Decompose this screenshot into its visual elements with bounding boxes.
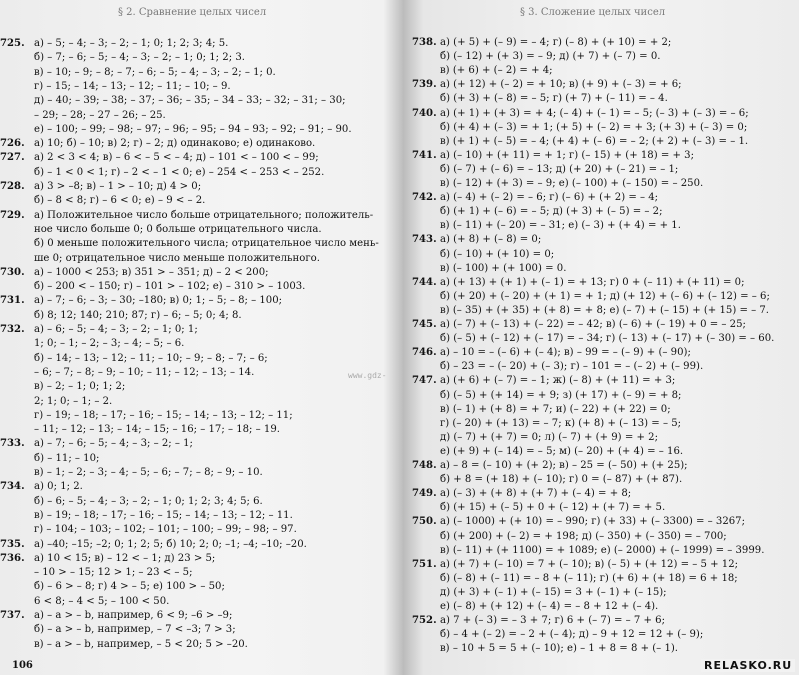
exercise-number: 740. — [412, 107, 437, 119]
exercise-number: 737. — [0, 610, 25, 621]
answer-text: а) (– 3) + (+ 8) + (+ 7) + (– 4) = + 8; — [440, 488, 632, 500]
exercise-number: 728. — [0, 181, 25, 192]
answer-text: б) – 8 < 8; г) – 6 < 0; е) – 9 < – 2. — [34, 195, 206, 207]
answer-text: в) – 1; – 2; – 3; – 4; – 5; – 6; – 7; – 8; – 9; – 10. — [34, 467, 263, 478]
answer-text: б) (– 10) + (+ 10) = 0; — [440, 248, 555, 260]
exercise-number: 729. — [0, 209, 25, 221]
answer-text: а) (– 4) + (– 2) = – 6; г) (– 6) + (+ 2) = – 4; — [440, 192, 659, 204]
exercise-number: 744. — [412, 276, 437, 288]
answer-text: а) (– 7) + (– 13) + (– 22) = – 42; в) (– 6) + (– 19) + 0 = – 25; — [440, 319, 746, 330]
answer-text: а) 7 + (– 3) = – 3 + 7; г) 6 + (– 7) = – 7 + 6; — [440, 615, 666, 627]
answer-text: в) (– 11) + (– 20) = – 31; е) (– 3) + (+ 4) = + 1. — [440, 220, 681, 232]
exercise-number: 743. — [412, 234, 437, 246]
answer-text: а) 10; б) – 10; в) 2; г) – 2; д) одинаково; е) одинаково. — [34, 138, 316, 150]
answer-text: е) (+ 9) + (– 14) = – 5; м) (– 20) + (+ 4) = – 16. — [440, 445, 684, 457]
exercise-number: 748. — [412, 460, 437, 471]
answer-text: д) – 40; – 39; – 38; – 37; – 36; – 35; – 34 – 33; – 32; – 31; – 30; — [34, 95, 346, 107]
answer-text: – 29; – 28; – 27 – 26; – 25. — [34, 109, 166, 121]
exercise-number: 736. — [0, 552, 25, 564]
answer-text: б) 8; 12; 140; 210; 87; г) – 6; – 5; 0; 4; 8. — [34, 309, 242, 321]
answer-text: б) (– 8) + (– 11) = – 8 + (– 11); г) (+ 6) + (+ 18) = 6 + 18; — [440, 572, 738, 584]
answer-text: ше 0; отрицательное число меньше положительного. — [34, 252, 320, 264]
exercise-number: 739. — [412, 79, 437, 91]
answer-text: а) (+ 13) + (+ 1) + (– 1) = + 13; г) 0 + (– 11) + (+ 11) = 0; — [440, 276, 745, 288]
exercise-number: 727. — [0, 152, 25, 164]
answer-text: б) 0 меньше положительного числа; отрицательное число мень- — [34, 238, 379, 250]
site-logo: RELASKO.RU — [701, 659, 795, 672]
answer-text: в) – 10; – 9; – 8; – 7; – 6; – 5; – 4; – 3; – 2; – 1; 0. — [34, 66, 276, 78]
exercise-number: 725. — [0, 38, 25, 49]
answer-text: б) – 1 < 0 < 1; г) – 2 < – 1 < 0; е) – 254 < – 253 < – 252. — [34, 166, 325, 178]
answer-text: а) – 10 = – (– 6) + (– 4); в) – 99 = – (– 9) + (– 90); — [440, 347, 691, 359]
answer-text: а) Положительное число больше отрицательного; положитель- — [34, 209, 374, 221]
exercise-number: 750. — [412, 516, 437, 528]
answer-text: а) (– 10) + (+ 11) = + 1; г) (– 15) + (+ 18) = + 3; — [440, 149, 695, 161]
answer-text: б) (+ 1) + (– 6) = – 5; д) (+ 3) + (– 5) = – 2; — [440, 206, 663, 218]
answer-text: д) (+ 3) + (– 1) + (– 15) = 3 + (– 1) + (– 15); — [440, 586, 667, 598]
exercise-number: 733. — [0, 438, 25, 450]
answer-text: а) 0; 1; 2. — [34, 481, 83, 493]
exercise-number: 738. — [412, 37, 437, 48]
answer-text: б) (– 12) + (+ 3) = – 9; д) (+ 7) + (– 7) = 0. — [440, 51, 661, 63]
exercise-number: 726. — [0, 138, 25, 150]
answer-text: – 11; – 12; – 13; – 14; – 15; – 16; – 17; – 18; – 19. — [34, 424, 280, 436]
answer-text: е) (– 8) + (+ 12) + (– 4) = – 8 + 12 + (– 4). — [440, 601, 659, 612]
answer-text: б) – 14; – 13; – 12; – 11; – 10; – 9; – 8; – 7; – 6; — [34, 352, 268, 364]
answer-text: в) – 19; – 18; – 17; – 16; – 15; – 14; – 13; – 12; – 11. — [34, 509, 293, 521]
answer-text: а) 2 < 3 < 4; в) – 6 < – 5 < – 4; д) – 101 < – 100 < – 99; — [34, 152, 319, 164]
answer-text: в) (+ 1) + (– 5) = – 4; (+ 4) + (– 6) = – 2; (+ 2) + (– 3) = – 1. — [440, 135, 749, 147]
answer-text: б) (+ 15) + (– 5) + 0 + (– 12) + (+ 7) = + 5. — [440, 502, 666, 514]
answer-text: 1; 0; – 1; – 2; – 3; – 4; – 5; – 6. — [34, 338, 185, 350]
section-header: § 2. Сравнение целых чисел — [118, 7, 267, 18]
answer-text: д) (– 7) + (+ 7) = 0; л) (– 7) + (+ 9) = + 2; — [440, 431, 658, 443]
watermark: www.gdz- — [348, 371, 387, 380]
answer-text: в) (+ 6) + (– 2) = + 4; — [440, 65, 553, 77]
answer-text: б) (+ 200) + (– 2) = + 198; д) (– 350) + (– 350) = – 700; — [440, 530, 727, 542]
answer-text: а) (+ 6) + (– 7) = – 1; ж) (– 8) + (+ 11) = + 3; — [440, 375, 676, 387]
answer-text: е) – 100; – 99; – 98; – 97; – 96; – 95; – 94 – 93; – 92; – 91; – 90. — [34, 123, 352, 135]
exercise-number: 734. — [0, 481, 25, 493]
answer-text: б) – 11; – 10; — [34, 452, 100, 464]
answer-text: б) – 6 > – 8; г) 4 > – 5; е) 100 > – 50; — [34, 581, 225, 593]
section-header: § 3. Сложение целых чисел — [520, 7, 666, 18]
exercise-number: 732. — [0, 324, 25, 335]
answer-text: г) – 104; – 103; – 102; – 101; – 100; – 99; – 98; – 97. — [34, 524, 297, 536]
exercise-number: 745. — [412, 319, 437, 330]
answer-text: а) (+ 1) + (+ 3) = + 4; (– 4) + (– 1) = – 5; (– 3) + (– 3) = – 6; — [440, 107, 749, 119]
answer-text: г) – 19; – 18; – 17; – 16; – 15; – 14; – 13; – 12; – 11; — [34, 409, 293, 421]
exercise-number: 742. — [412, 192, 437, 204]
answer-text: а) – 7; – 6; – 3; – 30; –180; в) 0; 1; – 5; – 8; – 100; — [34, 295, 283, 307]
answer-text: а) – 7; – 6; – 5; – 4; – 3; – 2; – 1; — [34, 438, 193, 450]
answer-text: б) – 200 < – 150; г) – 101 > – 102; е) – 310 > – 1003. — [34, 281, 306, 293]
answer-text: а) 3 > –8; в) – 1 > – 10; д) 4 > 0; — [34, 181, 202, 192]
exercise-number: 751. — [412, 558, 437, 570]
exercise-number: 741. — [412, 149, 437, 161]
answer-text: б) – 6; – 5; – 4; – 3; – 2; – 1; 0; 1; 2; 3; 4; 5; 6. — [34, 495, 263, 507]
answer-text: ное число больше 0; 0 больше отрицательного числа. — [34, 223, 322, 235]
answer-text: а) – 6; – 5; – 4; – 3; – 2; – 1; 0; 1; — [34, 324, 198, 335]
answer-text: б) (– 5) + (– 12) + (– 17) = – 34; г) (– 13) + (– 17) + (– 30) = – 60. — [440, 333, 775, 345]
answer-text: а) (+ 5) + (– 9) = – 4; г) (– 8) + (+ 10) = + 2; — [440, 37, 672, 48]
answer-text: в) – a > – b, например, – 5 < 20; 5 > –20. — [34, 638, 248, 650]
answer-text: а) 10 < 15; в) – 12 < – 1; д) 23 > 5; — [34, 552, 216, 564]
answer-text: а) – 1000 < 253; в) 351 > – 351; д) – 2 < 200; — [34, 266, 269, 278]
exercise-number: 746. — [412, 347, 437, 359]
exercise-number: 735. — [0, 538, 25, 550]
answer-text: 2; 1; 0; – 1; – 2. — [34, 395, 113, 407]
answer-text: а) (+ 7) + (– 10) = 7 + (– 10); в) (– 5) + (+ 12) = – 5 + 12; — [440, 558, 739, 570]
answer-text: г) (– 20) + (+ 13) = – 7; к) (+ 8) + (– 13) = – 5; — [440, 417, 682, 429]
page-number: 106 — [12, 660, 33, 671]
answer-text: а) – a > – b, например, 6 < 9; –6 > –9; — [34, 610, 233, 621]
answer-text: а) (+ 8) + (– 8) = 0; — [440, 234, 542, 246]
answer-text: б) – 4 + (– 2) = – 2 + (– 4); д) – 9 + 12 = 12 + (– 9); — [440, 629, 704, 641]
answer-text: б) – 7; – 6; – 5; – 4; – 3; – 2; – 1; 0; 1; 2; 3. — [34, 52, 245, 64]
answer-text: в) – 10 + 5 = 5 + (– 10); е) – 1 + 8 = 8 + (– 1). — [440, 643, 679, 655]
exercise-number: 730. — [0, 266, 25, 278]
answer-text: в) (– 12) + (+ 3) = – 9; е) (– 100) + (– 150) = – 250. — [440, 178, 704, 189]
answer-text: а) –40; –15; –2; 0; 1; 2; 5; б) 10; 2; 0; –1; –4; –10; –20. — [34, 538, 307, 550]
answer-text: – 10 > – 15; 12 > 1; – 23 < – 5; — [34, 567, 193, 579]
answer-text: б) (+ 3) + (– 8) = – 5; г) (+ 7) + (– 11) = – 4. — [440, 93, 668, 105]
answer-text: 6 < 8; – 4 < 5; – 100 < 50. — [34, 595, 170, 607]
answer-text: б) (– 5) + (+ 14) = + 9; з) (+ 17) + (– 9) = + 8; — [440, 389, 682, 401]
answer-text: а) (– 1000) + (+ 10) = – 990; г) (+ 33) + (– 3300) = – 3267; — [440, 516, 745, 528]
exercise-number: 731. — [0, 295, 25, 307]
answer-text: б) – 23 = – (– 20) + (– 3); г) – 101 = – (– 2) + (– 99). — [440, 361, 704, 373]
answer-text: в) (– 35) + (+ 35) + (+ 8) = + 8; е) (– 7) + (– 15) + (+ 15) = – 7. — [440, 304, 770, 316]
answer-text: б) – a > – b, например, – 7 < –3; 7 > 3; — [34, 624, 236, 636]
answer-text: б) (– 7) + (– 6) = – 13; д) (+ 20) + (– 21) = – 1; — [440, 163, 679, 175]
answer-text: в) (– 11) + (+ 1100) = + 1089; е) (– 2000) + (– 1999) = – 3999. — [440, 544, 765, 556]
answer-text: б) (+ 4) + (– 3) = + 1; (+ 5) + (– 2) = + 3; (+ 3) + (– 3) = 0; — [440, 121, 748, 133]
answer-text: – 6; – 7; – 8; – 9; – 10; – 11; – 12; – 13; – 14. — [34, 366, 255, 378]
answer-text: а) (+ 12) + (– 2) = + 10; в) (+ 9) + (– 3) = + 6; — [440, 79, 682, 91]
answer-text: а) – 5; – 4; – 3; – 2; – 1; 0; 1; 2; 3; 4; 5. — [34, 38, 229, 49]
answer-text: в) (– 1) + (+ 8) = + 7; и) (– 22) + (+ 22) = 0; — [440, 403, 671, 415]
exercise-number: 749. — [412, 488, 437, 500]
answer-text: а) – 8 = (– 10) + (+ 2); в) – 25 = (– 50) + (+ 25); — [440, 460, 688, 471]
exercise-number: 752. — [412, 615, 437, 627]
answer-text: в) (– 100) + (+ 100) = 0. — [440, 262, 567, 274]
answer-text: б) (+ 20) + (– 20) + (+ 1) = + 1; д) (+ 12) + (– 6) + (– 12) = – 6; — [440, 290, 770, 302]
answer-text: б) + 8 = (+ 18) + (– 10); г) 0 = (– 87) + (+ 87). — [440, 474, 683, 486]
answer-text: г) – 15; – 14; – 13; – 12; – 11; – 10; – 9. — [34, 80, 231, 92]
answer-text: в) – 2; – 1; 0; 1; 2; — [34, 381, 126, 393]
exercise-number: 747. — [412, 375, 437, 387]
